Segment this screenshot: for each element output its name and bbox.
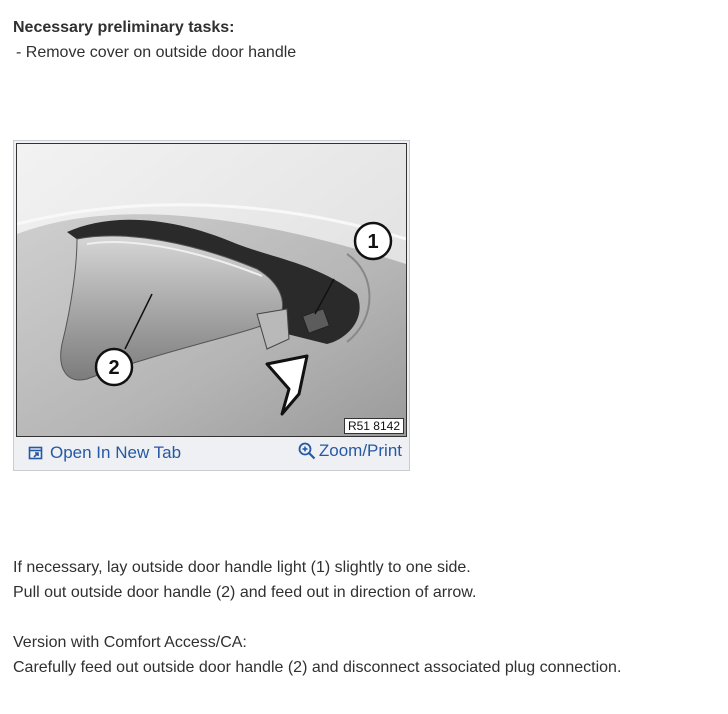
open-in-new-tab-icon — [28, 445, 44, 461]
callout-2-label: 2 — [108, 357, 120, 379]
instruction-line-2: Pull out outside door handle (2) and feed out in direction of arrow. — [13, 584, 477, 601]
preliminary-tasks-heading: Necessary preliminary tasks: — [13, 19, 235, 36]
door-handle-illustration[interactable] — [16, 143, 407, 437]
preliminary-task-item: - Remove cover on outside door handle — [16, 44, 297, 61]
zoom-print-link[interactable] — [298, 441, 402, 461]
open-in-new-tab-label: Open In New Tab — [50, 443, 182, 462]
zoom-print-label: Zoom/Print — [318, 441, 402, 460]
version-heading: Version with Comfort Access/CA: — [13, 634, 247, 651]
callout-1-label: 1 — [367, 231, 379, 253]
callout-2 — [96, 349, 132, 385]
figure-panel — [13, 140, 410, 471]
zoom-in-icon — [298, 442, 316, 460]
figure-toolbar — [16, 437, 407, 468]
instruction-line-3: Carefully feed out outside door handle (2) and disconnect associated plug connection. — [13, 659, 622, 676]
figure-reference-code: R51 8142 — [344, 418, 404, 434]
instruction-line-1: If necessary, lay outside door handle light (1) slightly to one side. — [13, 559, 471, 576]
open-in-new-tab-link[interactable] — [28, 443, 181, 463]
callout-1 — [355, 223, 391, 259]
door-handle-drawing — [17, 144, 406, 436]
